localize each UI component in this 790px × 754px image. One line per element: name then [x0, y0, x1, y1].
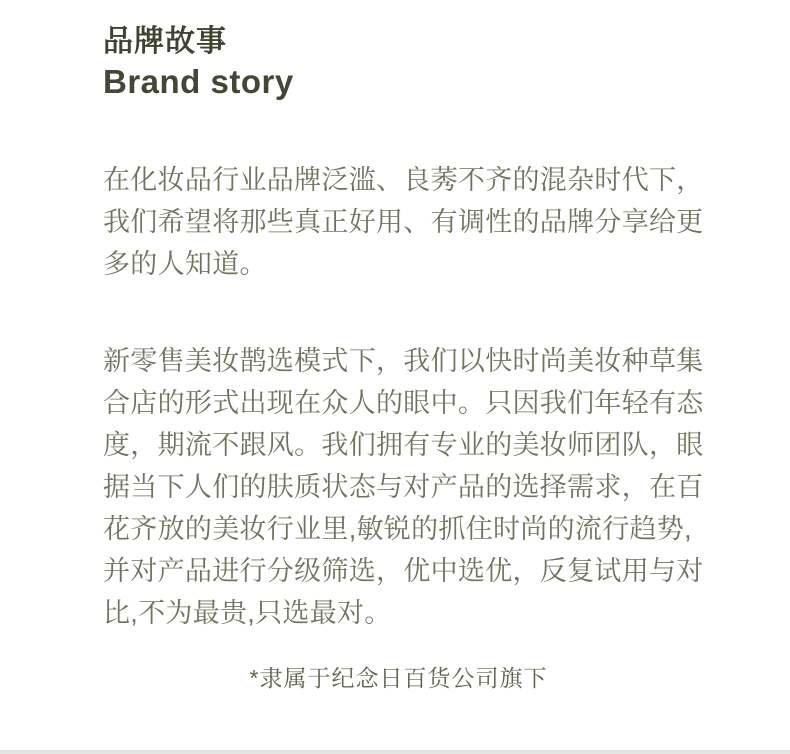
affiliation-note: *隶属于纪念日百货公司旗下 — [249, 665, 548, 691]
intro-paragraph — [103, 159, 704, 285]
story-paragraph — [103, 340, 704, 634]
paragraph-line: 新零售美妆鹊选模式下，我们以快时尚美妆种草集 — [103, 346, 704, 376]
section-header — [103, 22, 694, 102]
bottom-divider — [0, 750, 790, 754]
section-title-cn: 品牌故事 — [103, 25, 227, 58]
paragraph-line: 比,不为最贵,只选最对。 — [103, 598, 392, 628]
paragraph-line: 我们希望将那些真正好用、有调性的品牌分享给更 — [103, 207, 704, 237]
paragraph-line: 多的人知道。 — [103, 249, 267, 279]
paragraph-line: 度，期流不跟风。我们拥有专业的美妆师团队，眼 — [103, 430, 704, 460]
section-title-en: Brand story — [103, 63, 294, 100]
paragraph-line: 据当下人们的肤质状态与对产品的选择需求，在百 — [103, 472, 704, 502]
paragraph-line: 合店的形式出现在众人的眼中。只因我们年轻有态 — [103, 388, 704, 418]
paragraph-line: 花齐放的美妆行业里,敏锐的抓住时尚的流行趋势, — [103, 514, 692, 544]
paragraph-line: 并对产品进行分级筛选，优中选优，反复试用与对 — [103, 556, 704, 586]
paragraph-line: 在化妆品行业品牌泛滥、良莠不齐的混杂时代下， — [103, 165, 704, 195]
